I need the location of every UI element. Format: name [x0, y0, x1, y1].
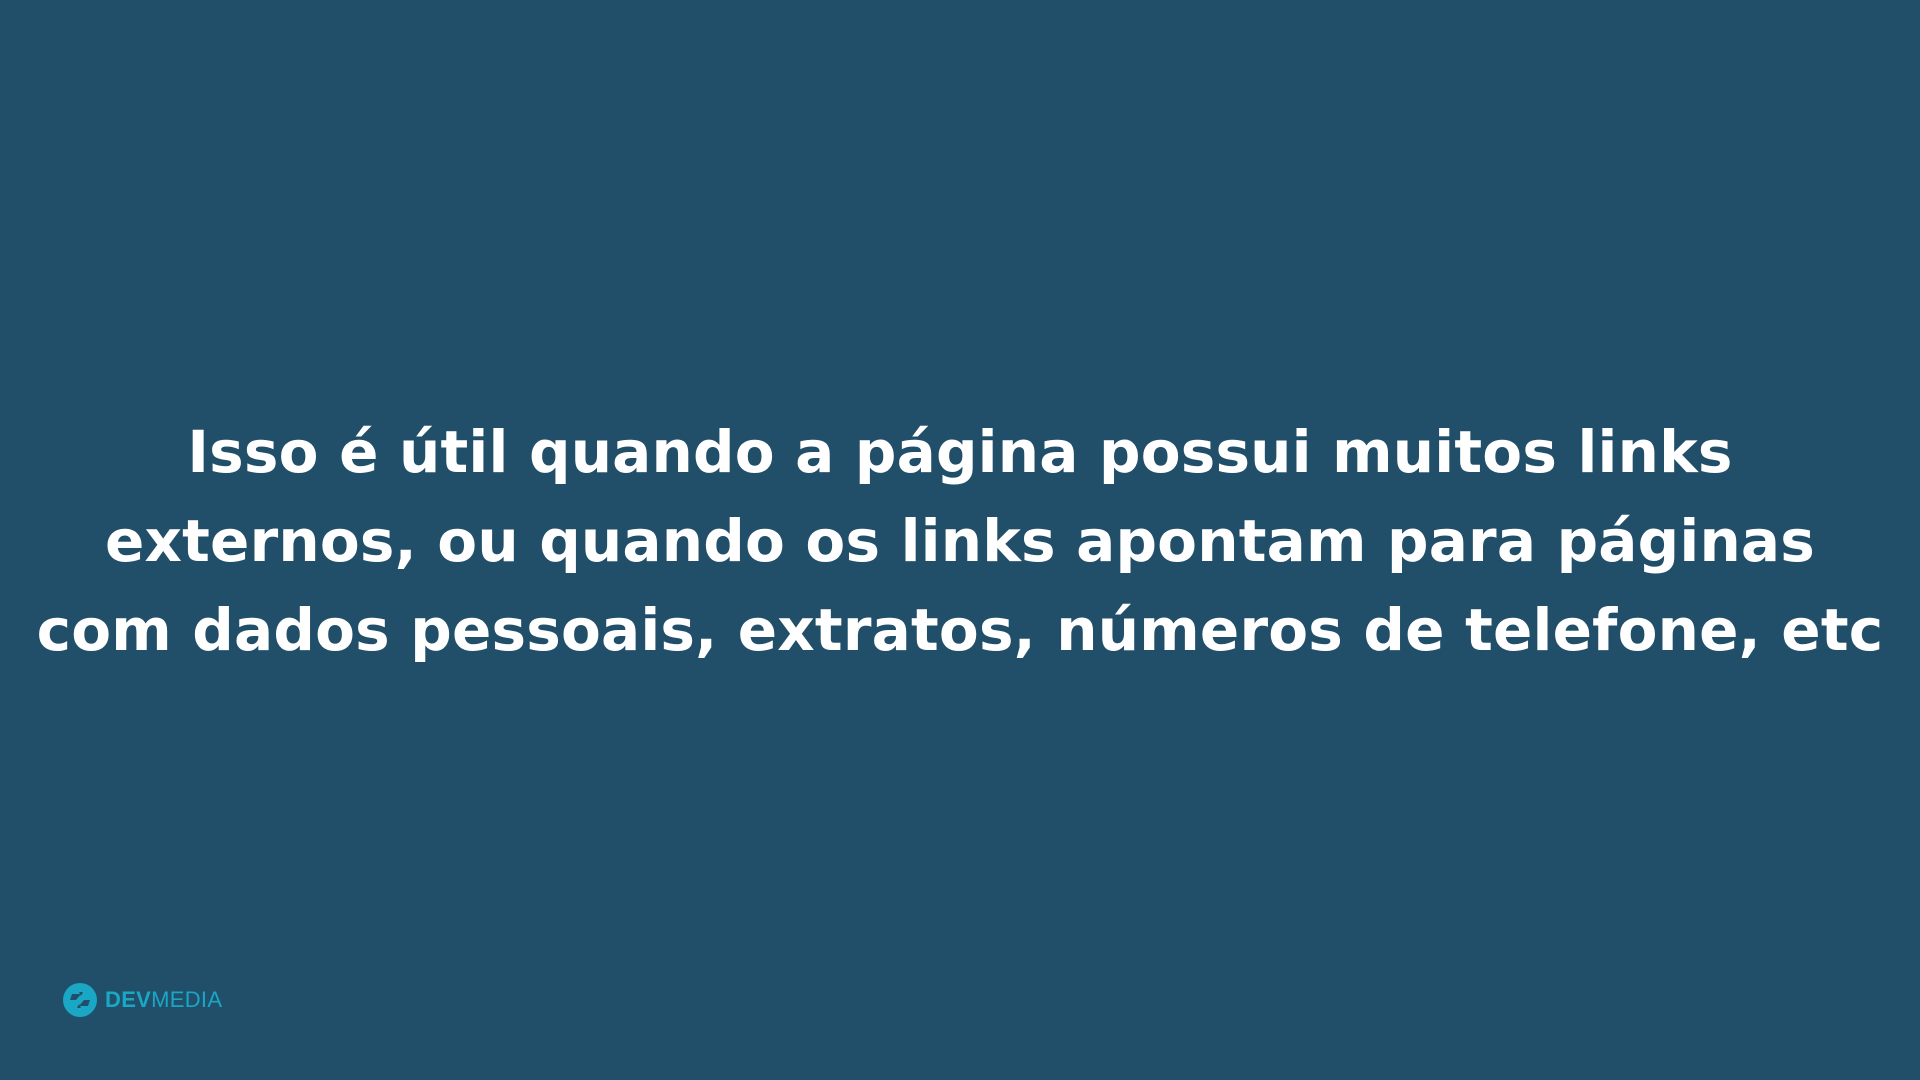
slide-text-line-3: com dados pessoais, extratos, números de telefone, etc — [36, 596, 1884, 664]
brand-name-dev: DEV — [105, 987, 152, 1012]
devmedia-brand — [62, 980, 222, 1020]
devmedia-wordmark — [105, 980, 222, 1020]
slide-text-line-2: externos, ou quando os links apontam para páginas — [104, 507, 1815, 575]
brand-name-media: MEDIA — [151, 987, 223, 1012]
devmedia-logo-icon — [62, 982, 98, 1018]
slide-body-text — [0, 408, 1920, 675]
slide-text-line-1: Isso é útil quando a página possui muitos links — [187, 418, 1733, 486]
